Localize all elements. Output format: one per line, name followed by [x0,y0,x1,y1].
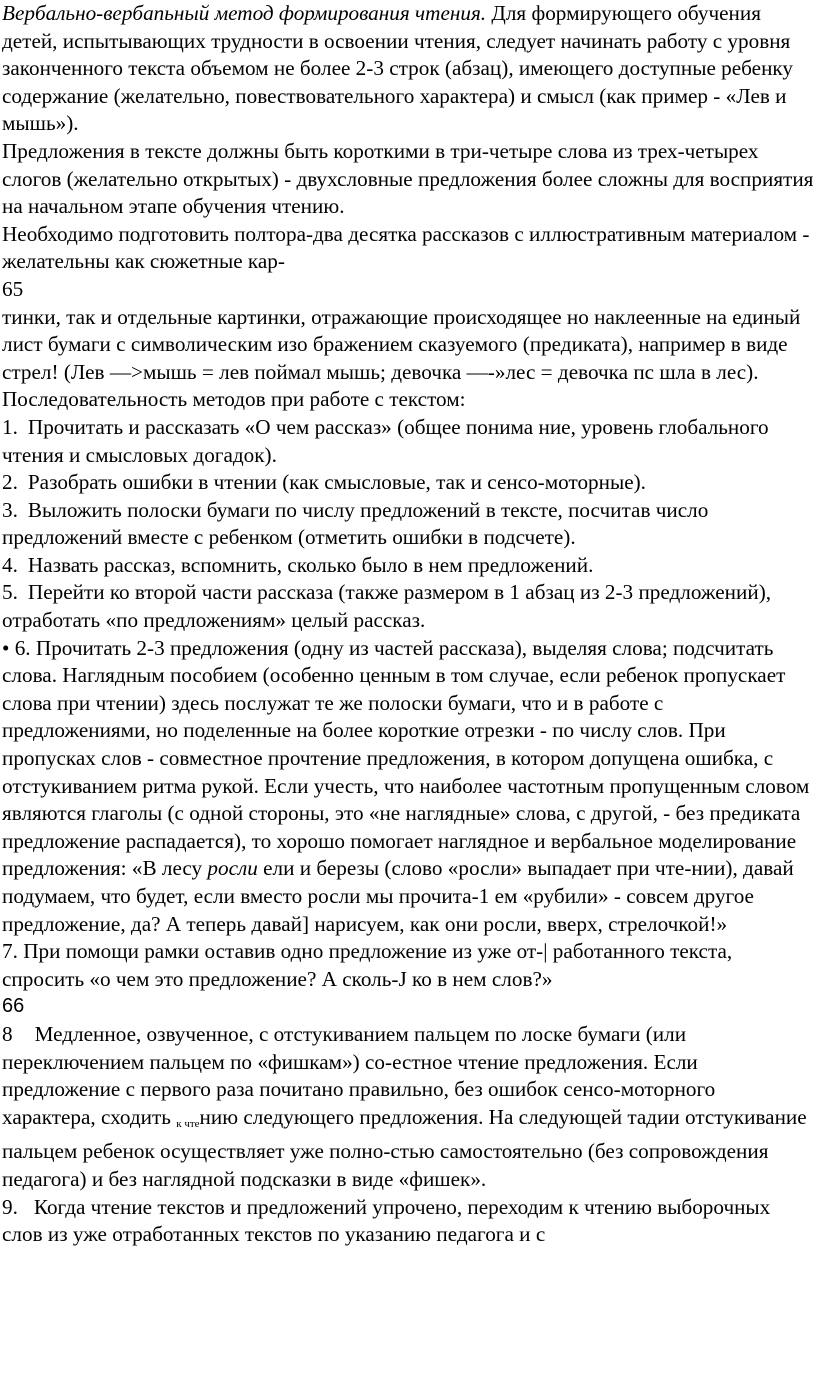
document-page [2,0,814,1249]
list-item-text: Когда чтение текстов и предложений упрочено, переходим к чтению выборочных слов из уже отработанных текстов по указанию педагога и с [2,1194,771,1247]
page-number-66: 66 [2,995,25,1018]
list-item-number: 3. [2,497,18,522]
list-item-text: Перейти ко второй части рассказа (также размером в 1 абзац из 2-3 предложений), отработать «по предложениям» целый рассказ. [2,580,772,633]
list-item-7: 7. При помощи рамки оставив одно предложение из уже от-| работанного текста, спросить «о чем это предложение? А сколь-J ко в нем слов?» [2,939,733,991]
item6-italic-word: росли [207,856,258,881]
list-item-1 [2,414,814,469]
methods-heading: Последовательность методов при работе с текстом: [2,387,466,412]
list-item-text: Назвать рассказ, вспомнить, сколько было в нем предложений. [27,552,594,577]
item6-text-before: • 6. Прочитать 2-3 предложения (одну из частей рассказа), выделяя слова; подсчитать слова. Наглядным пособием (особенно ценным в том случае, если ребенок пропускает слова при чтении) здесь послужат те же полоски бумаги, что и в работе с предложениями, но поделенные на более короткие отрезки - по числу слов. При пропусках слов - совместное прочтение предложения, в котором допущена ошибка, с отстукиванием ритма рукой. Если учесть, что наиболее частотным пропущенным словом являются глаголы (с одной стороны, это «не наглядные» слова, с другой, - без предиката предложение распадается), то хорошо помогает наглядное и вербальное моделирование предложения: «В лесу [2,635,810,881]
pictures-paragraph: тинки, так и отдельные картинки, отражающие происходящее но наклеенные на единый лист бумаги с символическим изо бражением сказуемого (предиката), например в виде стрел! (Лев —>мышь = лев поймал мышь; девочка —-»лес = девочка пс шла в лес). [2,304,801,384]
list-item-number: 1. [2,414,18,439]
list-item-number: 4. [2,552,18,577]
list-item-3 [2,497,814,552]
list-item-text: Выложить полоски бумаги по числу предложений в тексте, посчитав число предложений вместе с ребенком (отметить ошибки в подсчете). [2,497,709,550]
list-item-6 [2,635,814,939]
list-item-text: Разобрать ошибки в чтении (как смысловые, так и сенсо-моторные). [27,470,646,495]
preparation-paragraph: Необходимо подготовить полтора-два десятка рассказов с иллюстративным материалом - желательны как сюжетные кар- [2,221,810,274]
list-item-number: 2. [2,470,18,495]
item6-text-after: ели и березы (слово «росли» выпадает при чте-нии), давай подумаем, что будет, если вместо росли мы прочита-1 ем «рубили» - совсем другое предложение, да? А теперь давай] нарисуем, как они росли, вверх, стрелочкой!» [2,856,794,936]
list-item-9 [2,1194,814,1249]
list-item-8 [2,1021,814,1194]
item8-text-after: нию следующего предложения. На следующей тадии отстукивание пальцем ребенок осуществляет уже полно-стью самостоятельно (без сопровождения педагога) и без наглядной подсказки в виде «фишек». [2,1104,807,1191]
list-item-4 [2,552,814,580]
intro-paragraph [2,0,814,138]
list-item-number: 5. [2,580,18,605]
method-title: Вербально-вербапьный метод формирования чтения. [2,1,487,25]
item8-text-before: Медленное, озвученное, с отстукиванием пальцем по лоске бумаги (или переключением пальцем по «фишкам») со-естное чтение предложения. Если предложение с первого раза почитано правильно, без ошибок сенсо-моторного характера, сходить [2,1021,716,1129]
list-item-number: 9. [2,1194,18,1219]
list-item-2 [2,469,814,497]
page-number-65: 65 [2,276,24,301]
list-item-5 [2,579,814,634]
list-item-text: Прочитать и рассказать «О чем рассказ» (общее понима ние, уровень глобального чтения и смысловых догадок). [2,414,769,467]
intro-text: Для формирующего обучения детей, испытывающих трудности в освоении чтения, следует начинать работу с уровня законченного текста объемом не более 2-3 строк (абзац), имеющего доступные ребенку содержание (желательно, повествовательного характера) и смысл (как пример - «Лев и мышь»). [2,1,793,136]
sentence-length-paragraph: Предложения в тексте должны быть короткими в три-четыре слова из трех-четырех слогов (желательно открытых) - двухсловные предложения более сложны для восприятия на начальном этапе обучения чтению. [2,138,814,219]
item8-subscript: к чте [176,1117,200,1130]
list-item-number: 8 [2,1021,13,1046]
